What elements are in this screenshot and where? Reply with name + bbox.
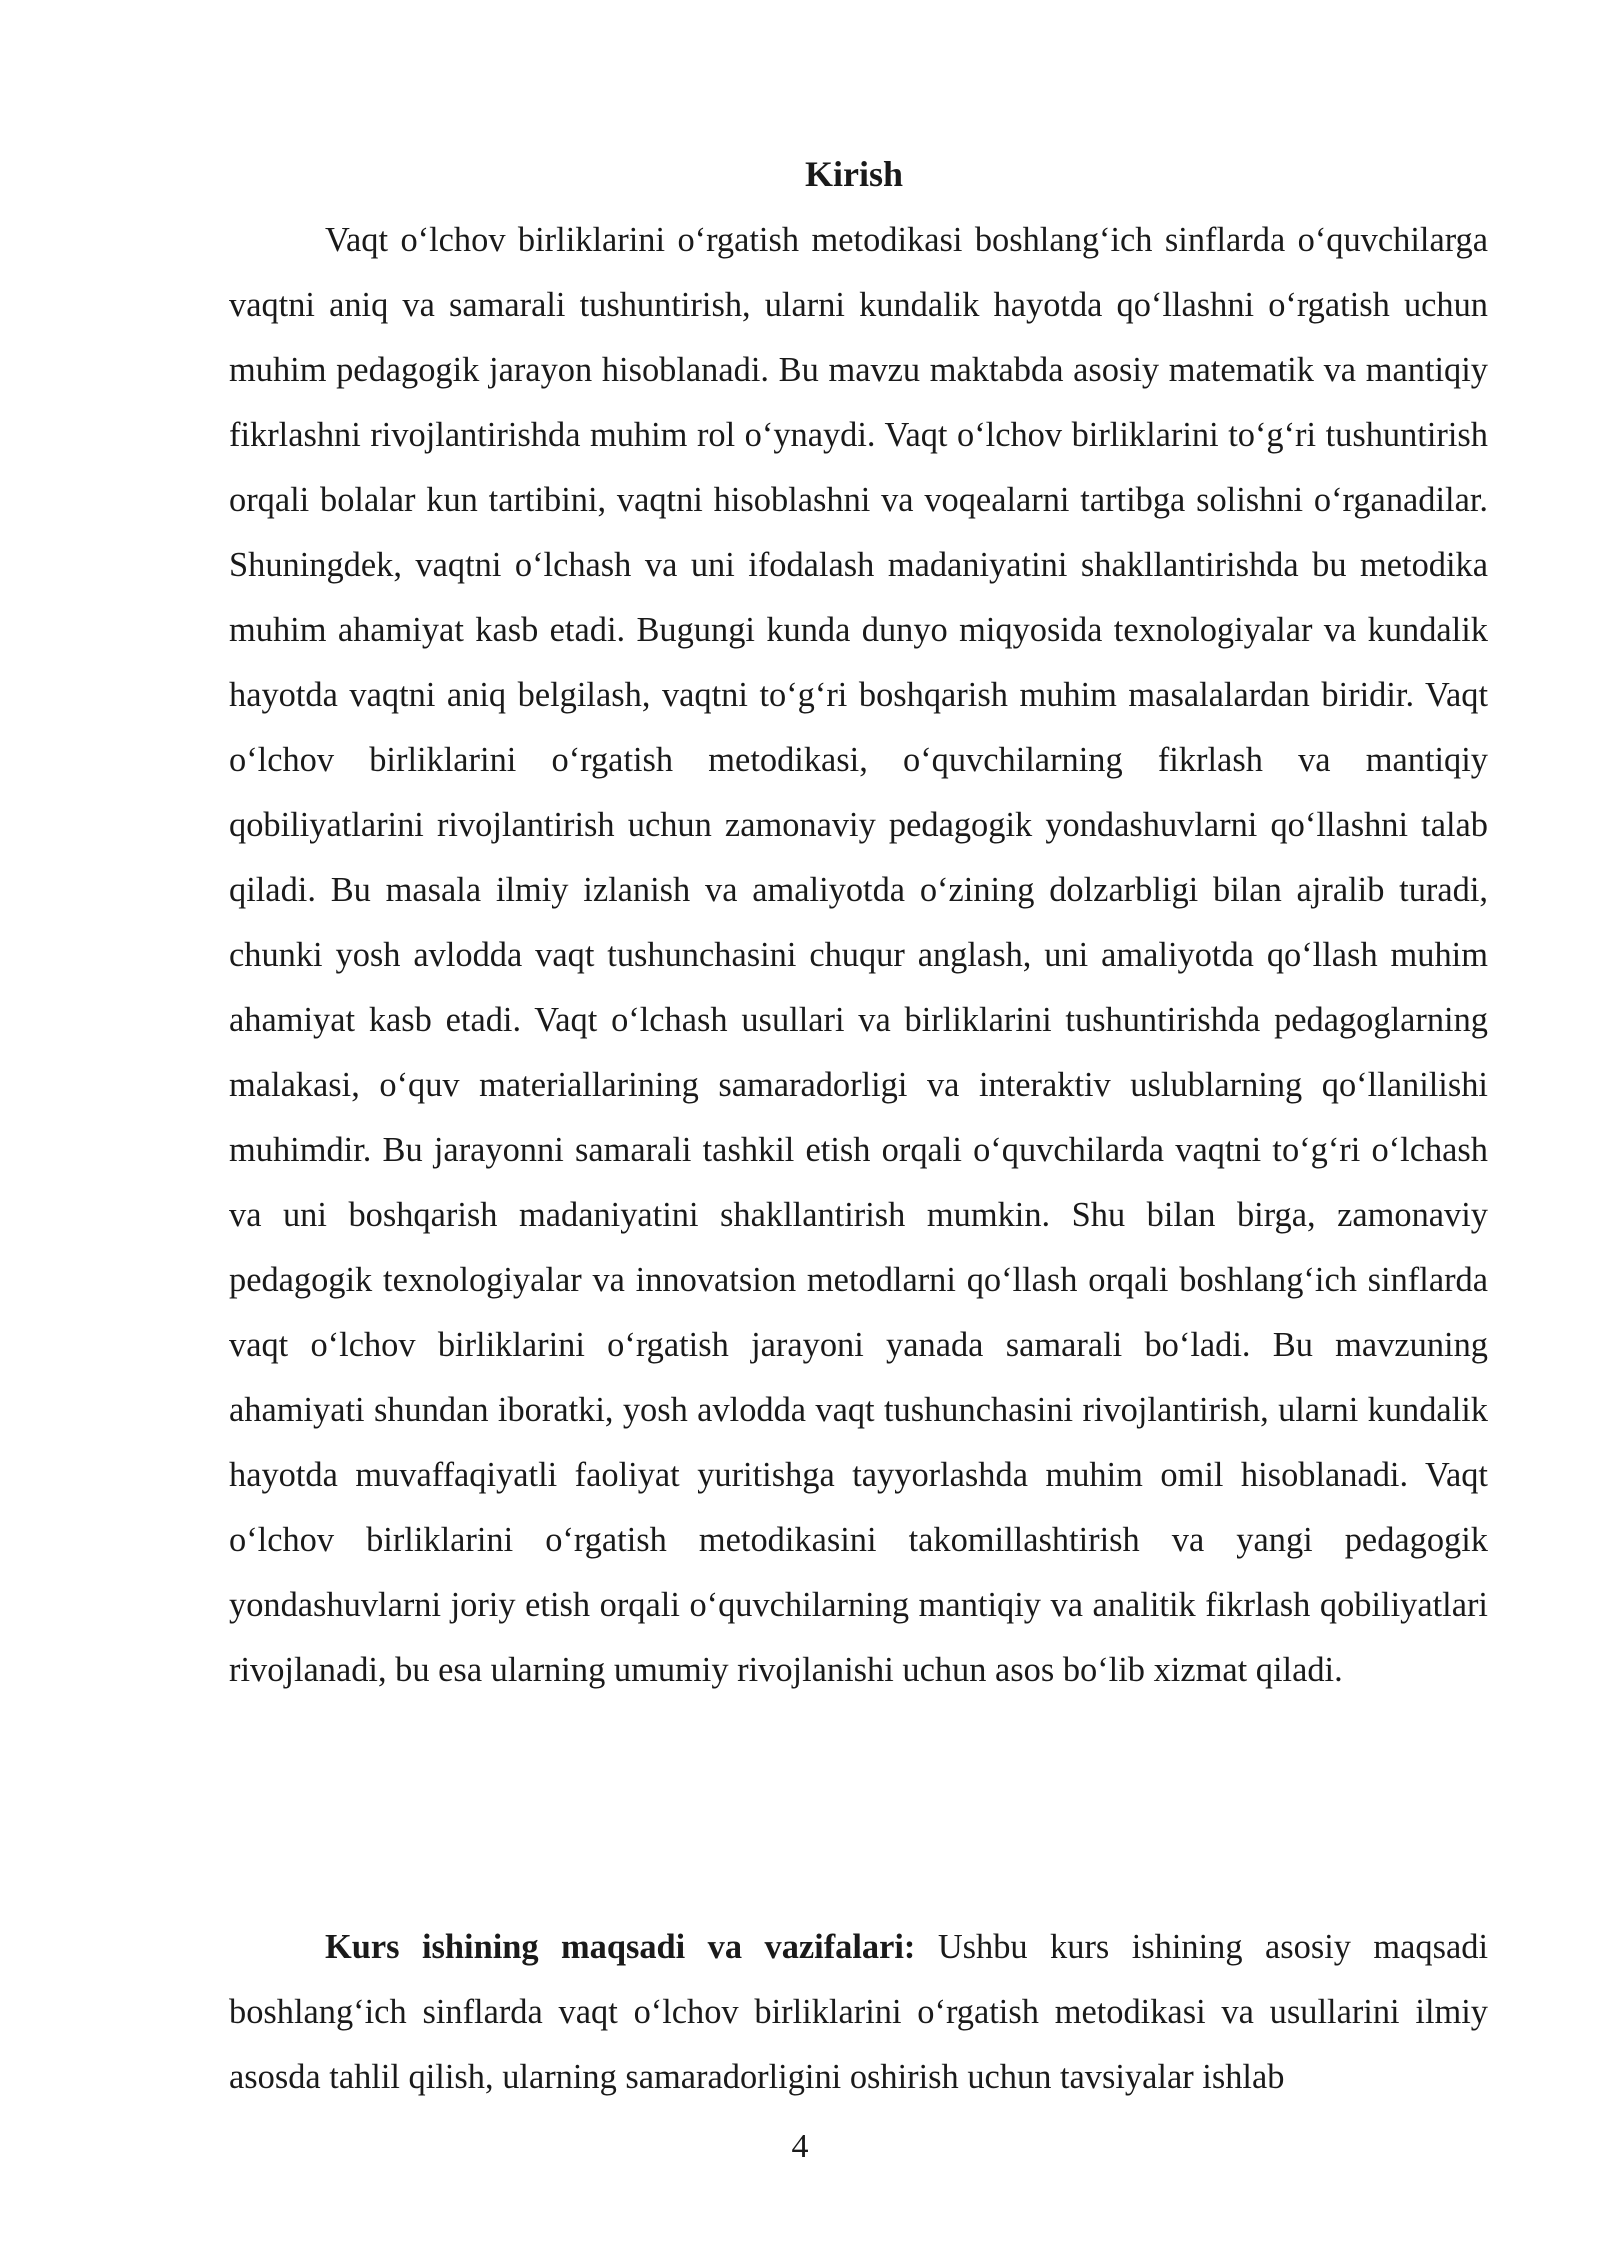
goals-heading: Kurs ishining maqsadi va vazifalari: bbox=[325, 1928, 916, 1966]
page-number: 4 bbox=[791, 2128, 809, 2165]
section-title: Kirish bbox=[804, 154, 903, 194]
intro-paragraph: Vaqt o‘lchov birliklarini o‘rgatish metodikasi boshlang‘ich sinflarda o‘quvchilarga vaqtni aniq va samarali tushuntirish, ularni kundalik hayotda qo‘llashni o‘rgatish uchun muhim pedagogik jarayon hisoblanadi. Bu mavzu maktabda asosiy matematik va mantiqiy fikrlashni rivojlantirishda muhim rol o‘ynaydi. Vaqt o‘lchov birliklarini to‘g‘ri tushuntirish orqali bolalar kun tartibini, vaqtni hisoblashni va voqealarni tartibga solishni o‘rganadilar. Shuningdek, vaqtni o‘lchash va uni ifodalash madaniyatini shakllantirishda bu metodika muhim ahamiyat kasb etadi. Bugungi kunda dunyo miqyosida texnologiyalar va kundalik hayotda vaqtni aniq belgilash, vaqtni to‘g‘ri boshqarish muhim masalalardan biridir. Vaqt o‘lchov birliklarini o‘rgatish metodikasi, o‘quvchilarning fikrlash va mantiqiy qobiliyatlarini rivojlantirish uchun zamonaviy pedagogik yondashuvlarni qo‘llashni talab qiladi. Bu masala ilmiy izlanish va amaliyotda o‘zining dolzarbligi bilan ajralib turadi, chunki yosh avlodda vaqt tushunchasini chuqur anglash, uni amaliyotda qo‘llash muhim ahamiyat kasb etadi. Vaqt o‘lchash usullari va birliklarini tushuntirishda pedagoglarning malakasi, o‘quv materiallarining samaradorligi va interaktiv uslublarning qo‘llanilishi muhimdir. Bu jarayonni samarali tashkil etish orqali o‘quvchilarda vaqtni to‘g‘ri o‘lchash va uni boshqarish madaniyatini shakllantirish mumkin. Shu bilan birga, zamonaviy pedagogik texnologiyalar va innovatsion metodlarni qo‘llash orqali boshlang‘ich sinflarda vaqt o‘lchov birliklarini o‘rgatish jarayoni yanada samarali bo‘ladi. Bu mavzuning ahamiyati shundan iboratki, yosh avlodda vaqt tushunchasini rivojlantirish, ularni kundalik hayotda muvaffaqiyatli faoliyat yuritishga tayyorlashda muhim omil hisoblanadi. Vaqt o‘lchov birliklarini o‘rgatish metodikasini takomillashtirish va yangi pedagogik yondashuvlarni joriy etish orqali o‘quvchilarning mantiqiy va analitik fikrlash qobiliyatlari rivojlanadi, bu esa ularning umumiy rivojlanishi uchun asos bo‘lib xizmat qiladi. bbox=[229, 221, 1488, 1689]
goals-text: Ushbu kurs ishining asosiy maqsadi boshlang‘ich sinflarda vaqt o‘lchov birliklarini o‘rgatish metodikasi va usullarini ilmiy asosda tahlil qilish, ularning samaradorligini oshirish uchun tavsiyalar ishlab bbox=[229, 1928, 1488, 2096]
goals-paragraph bbox=[229, 1915, 1488, 2110]
